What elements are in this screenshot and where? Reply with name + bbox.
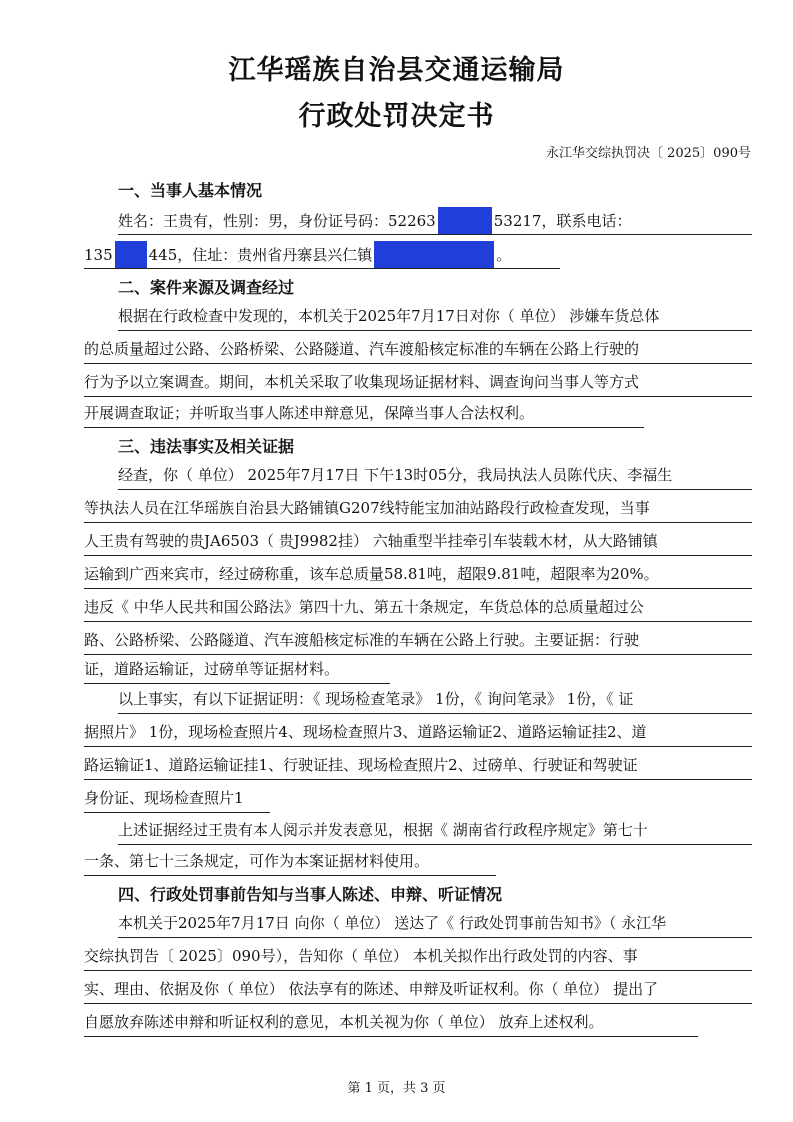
section-heading-case-source: 二、案件来源及调查经过: [118, 278, 295, 297]
party-info-line-2: [84, 241, 560, 269]
case-source-line: 根据在行政检查中发现的，本机关于2025年7月17日对你（ 单位） 涉嫌车货总体: [118, 303, 752, 331]
document-subtitle: 行政处罚决定书: [298, 101, 495, 132]
violation-facts-line: 证，道路运输证，过磅单等证据材料。: [84, 656, 390, 684]
evidence-basis-line: 一条、第七十三条规定，可作为本案证据材料使用。: [84, 848, 496, 876]
evidence-basis-line: 上述证据经过王贵有本人阅示并发表意见，根据《 湖南省行政程序规定》第七十: [118, 817, 752, 845]
section-heading-violation-facts: 三、违法事实及相关证据: [118, 437, 295, 456]
violation-facts-line: 经查，你（ 单位） 2025年7月17日 下午13时05分，我局执法人员陈代庆、李福生: [118, 462, 752, 490]
case-source-line: 的总质量超过公路、公路桥梁、公路隧道、汽车渡船核定标准的车辆在公路上行驶的: [84, 336, 752, 364]
party-info-line-1: [118, 207, 752, 235]
party-info-text: 445，住址：贵州省丹寨县兴仁镇: [148, 246, 373, 264]
redaction-block: [438, 207, 492, 235]
redaction-block: [374, 241, 494, 269]
case-source-line: 行为予以立案调查。期间，本机关采取了收集现场证据材料、调查询问当事人等方式: [84, 369, 752, 397]
redaction-block: [115, 241, 147, 269]
evidence-list-line: 路运输证1、道路运输证挂1、行驶证挂、现场检查照片2、过磅单、行驶证和驾驶证: [84, 752, 752, 780]
party-info-text: 。: [496, 246, 512, 264]
party-info-text: 135: [84, 246, 113, 264]
evidence-list-line: 身份证、现场检查照片1: [84, 785, 270, 813]
section-heading-prior-notice: 四、行政处罚事前告知与当事人陈述、申辩、听证情况: [118, 885, 503, 904]
case-source-line: 开展调查取证；并听取当事人陈述申辩意见，保障当事人合法权利。: [84, 400, 644, 428]
violation-facts-line: 运输到广西来宾市，经过磅称重，该车总质量58.81吨，超限9.81吨，超限率为20%。: [84, 561, 752, 589]
prior-notice-line: 本机关于2025年7月17日 向你（ 单位） 送达了《 行政处罚事前告知书》（ 永江华: [118, 910, 752, 938]
prior-notice-line: 自愿放弃陈述申辩和听证权利的意见，本机关视为你（ 单位） 放弃上述权利。: [84, 1009, 698, 1037]
document-number: 永江华交综执罚决〔 2025〕090号: [545, 146, 751, 161]
evidence-list-line: 据照片》 1份，现场检查照片4、现场检查照片3、道路运输证2、道路运输证挂2、道: [84, 719, 752, 747]
violation-facts-line: 路、公路桥梁、公路隧道、汽车渡船核定标准的车辆在公路上行驶。主要证据：行驶: [84, 627, 752, 655]
evidence-list-line: 以上事实，有以下证据证明：《 现场检查笔录》 1份，《 询问笔录》 1份，《 证: [118, 686, 752, 714]
violation-facts-line: 等执法人员在江华瑶族自治县大路铺镇G207线特能宝加油站路段行政检查发现，当事: [84, 495, 752, 523]
section-heading-party-info: 一、当事人基本情况: [118, 181, 263, 200]
violation-facts-line: 违反《 中华人民共和国公路法》第四十九、第五十条规定，车货总体的总质量超过公: [84, 594, 752, 622]
prior-notice-line: 实、理由、依据及你（ 单位） 依法享有的陈述、申辩及听证权利。你（ 单位） 提出了: [84, 976, 752, 1004]
document-title: 江华瑶族自治县交通运输局: [228, 55, 565, 86]
party-info-text: 53217，联系电话：: [493, 212, 632, 230]
page-number: 第 1 页，共 3 页: [347, 1081, 446, 1096]
party-info-text: 姓名：王贵有，性别：男，身份证号码：52263: [118, 212, 436, 230]
prior-notice-line: 交综执罚告〔 2025〕090号），告知你（ 单位） 本机关拟作出行政处罚的内容、事: [84, 943, 752, 971]
violation-facts-line: 人王贵有驾驶的贵JA6503（ 贵J9982挂） 六轴重型半挂牵引车装载木材，从大路铺镇: [84, 528, 752, 556]
